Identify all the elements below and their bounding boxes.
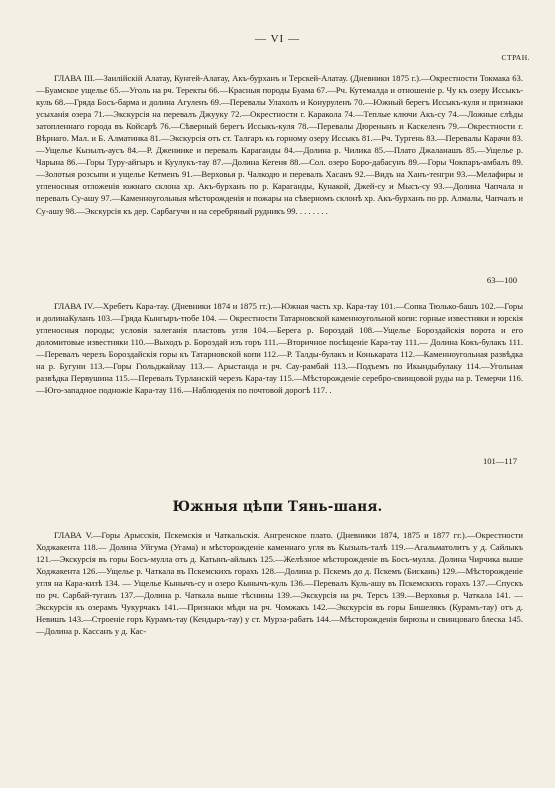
chapter-5-summary: ГЛАВА V.—Горы Арысскія, Пскемскія и Чаткальскія. Ангренское плато. (Дневники 1874, 1875 и 1877 гг.).—Окрестности Ходжакента 118.— Долина Уйгума (Угама) и мѣсторожденіе каменнаго угля въ Кызылъ-талѣ 119.—Агальматолитъ у д. Сайлыкъ 121.—Экскурсія въ горы Босъ-мулла отъ д. Катынъ-айлыкъ 125.—Желѣзное мѣсторожденіе въ Босъ-мулла. Долина Чирчика выше Ходжакента 126.—Ущелье р. Чаткала въ Пскемскихъ горахъ 128.—Долина р. Пскемъ до д. Пскемъ (Бискань) 129.—Мѣсторожденіе угля на Кара-кизѣ 134. — Ущелье Кынычъ-су и озеро Кынычъ-куль 136.—Перевалъ Куль-ашу въ Пскемскихъ горахъ 137.—Спускъ по рч. Сарбай-туганъ 137.—Долина р. Чаткала выше тѣснины 139.—Экскурсія на рч. Терсъ 139.—Верховья р. Чаткала 141. — Экскурсія къ озерамъ Чукурчакъ 141.—Признаки мѣди на рч. Чомжакъ 142.—Экскурсія въ горы Бишелякъ (Курамъ-тау) отъ д. Невишъ 143.—Строеніе горъ Курамъ-тау (Кендыръ-тау) у ст. Мурза-рабатъ 144.—Мѣсторожденія бирюзы и свинцоваго блеска 145.—Долина р. Кассанъ у д. Кас- (36, 530, 523, 637)
page-column-label: СТРАН. (501, 53, 530, 62)
page-number: — VI — (255, 33, 300, 45)
section-title: Южныя цѣпи Тянь-шаня. (172, 499, 383, 515)
chapter-3-page-range: 63—100 (486, 275, 517, 285)
chapter-4-summary: ГЛАВА IV.—Хребетъ Кара-тау. (Дневники 1874 и 1875 гг.).—Южная часть хр. Кара-тау 101.—Сопка Тюлько-башъ 102.—Горы и долинаКуланъ 103.—Гряда Кынгыръ-тюбе 104. — Окрестности Татарновской каменноугольной копи: горные известняки и юрскія угленосныя породы; условія залеганія пластовъ угля 104.—Берега р. Бороздай 108.—Ущелье Бороздайскія ворота и его доломитовые известняки 110.—Выходъ р. Бороздай изъ горъ 111.—Вторичное посѣщеніе Кара-тау 111.— Долина Кокъ-булакъ 111.—Перевалъ черезъ Бороздайскія горы къ Татарновской копи 112.—Р. Талды-булакъ и Конькарата 112.—Каменноугольная развѣдка на р. Бугуни 113.—Горы Гюльджайлау 113.— Арыстанда и рч. Сау-рамбай 113.—Подъемъ по Икындыбулаку 114.—Угольная развѣдка Первушина 115.—Перевалъ Турланскій черезъ Кара-тау 115.—Мѣсторожденіе серебро-свинцовой руды на р. Темерчи 116.—Юго-западное подножіе Кара-тау 116.—Наблюденія по почтовой дорогѣ 117. . (36, 301, 523, 396)
chapter-4-page-range: 101—117 (482, 456, 517, 466)
chapter-3-summary: ГЛАВА III.—Заилійскій Алатау, Кунгей-Алатау, Акъ-бурханъ и Терскей-Алатау. (Дневники 1875 г.).—Окрестности Токмака 63.—Буамское ущелье 65.—Уголь на рч. Теректы 66.—Красныя породы Буама 67.—Рч. Кутемалда и отношеніе р. Чу къ озеру Иссыкъ-куль 68.—Гряда Босъ-барма и долина Агуленъ 69.—Перевалы Улахолъ и Конуруленъ 70.—Южный берегъ Иссыкъ-куля и признаки усыханія озера 71.—Экскурсія на перевалъ Джууку 72.—Окрестности г. Каракола 74.—Теплые ключи Акъ-су 74.—Ложные слѣды затопленнаго города въ Койсарѣ 76.—Сѣверный берегъ Иссыкъ-куля 78.—Перевалы Дюренынъ и Каскеленъ 79.—Окрестности г. Вѣрнаго. Мал. и Б. Алматинка 81.—Экскурсія отъ ст. Талгаръ къ горному озеру Иссыкъ 81.—Рч. Тургень 83.—Перевалы Карачи 83.—Ущелье Кызылъ-аусъ 84.—Р. Джениике и перевалъ Караганды 84.—Долина р. Чилика 85.—Плато Джаланашъ 85.—Ущелье р. Чарына 86.—Горы Туру-айгыръ и Куулукъ-тау 87.—Долина Кегеня 88.—Сол. озеро Боро-дабасунъ 89.—Горы Чокпаръ-амбалъ 89.—Золотыя розсыпи и ущелье Кетменъ 91.—Верховья р. Чалкодю и перевалъ Хасанъ 92.—Видъ на Ханъ-тенгри 93.—Мелафиры и угленосныя отложенія южнаго склона хр. Акъ-бурханъ по р. Караганды, Кунакой, Джей-су и Мысъ-су 93.—Долина Чапчала и перевалъ Су-ашу 97.—Каменноугольныя мѣсторожденія и пожары на сѣверномъ склонѣ хр. Акъ-бурханъ по рр. Алмалы, Чапчалъ и Су-ашу 98.—Экскурсія къ дер. Сарбагучи и на серебряный рудникъ 99. . . . . . . . (36, 73, 523, 216)
